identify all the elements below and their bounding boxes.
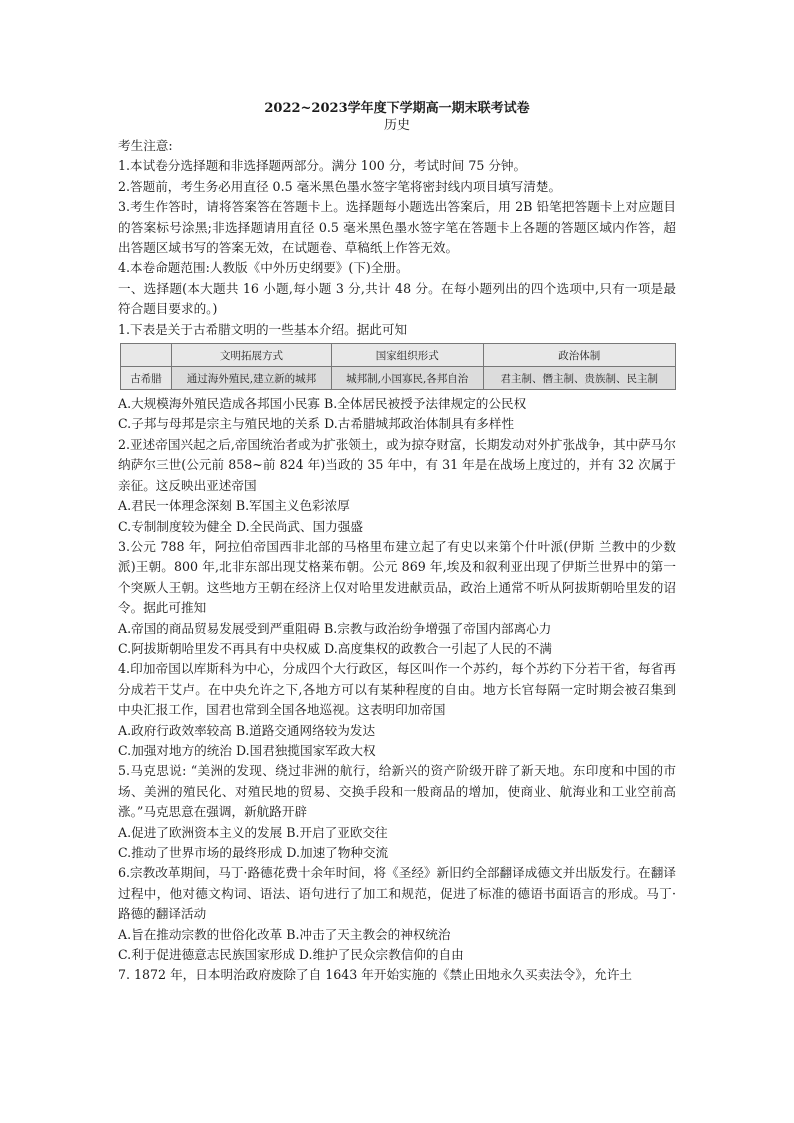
table-header-row xyxy=(121,344,676,367)
question-option: C.推动了世界市场的最终形成 D.加速了物种交流 xyxy=(118,845,389,860)
question-option: A.旨在推动宗教的世俗化改革 B.冲击了天主教会的神权统治 xyxy=(118,926,451,942)
question-stem: 4.印加帝国以库斯科为中心，分成四个大行政区，每区叫作一个苏约，每个苏约下分若干省，每省再分成若干艾卢。在中央允许之下,各地方可以有某种程度的自由。地方长官每隔一定时期会被召集到中央汇报工作，国君也常到全国各地巡视。这表明印加帝国 xyxy=(118,661,676,718)
table-cell: 古希腊 xyxy=(121,367,172,390)
table-header-cell xyxy=(121,344,172,367)
question-stem: 7. 1872 年，日本明治政府废除了自 1643 年开始实施的《禁止田地永久买卖法令》，允许土 xyxy=(118,967,633,983)
notice-item: 4.本卷命题范围:人教版《中外历史纲要》(下)全册。 xyxy=(118,260,409,276)
table-header-cell: 国家组织形式 xyxy=(331,344,483,367)
exam-subject: 历史 xyxy=(383,118,410,133)
table-header-cell: 政治体制 xyxy=(483,344,675,367)
question-option: A.大规模海外殖民造成各邦国小民寡 B.全体居民被授予法律规定的公民权 xyxy=(118,396,527,412)
question-stem: 2.亚述帝国兴起之后,帝国统治者或为扩张领土，或为掠夺财富，长期发动对外扩张战争，其中萨马尔纳萨尔三世(公元前 858~前 824 年)当政的 35 年中，有 31 年是在战场上度过的，并有 32 次属于亲征。这反映出亚述帝国 xyxy=(118,436,676,493)
notice-heading: 考生注意: xyxy=(118,138,173,153)
exam-title: 2022~2023学年度下学期高一期末联考试卷 xyxy=(264,101,530,116)
exam-page xyxy=(118,100,676,986)
question-option: A.促进了欧洲资本主义的发展 B.开启了亚欧交往 xyxy=(118,824,388,840)
table-cell: 城邦制,小国寡民,各邦自治 xyxy=(331,367,483,390)
question-option: A.政府行政效率较高 B.道路交通网络较为发达 xyxy=(118,722,376,738)
notice-item: 3.考生作答时，请将答案答在答题卡上。选择题每小题选出答案后，用 2B 铅笔把答题卡上对应题目的答案标号涂黑;非选择题请用直径 0.5 毫米黑色墨水签字笔在答题卡上各题的答题区域内作答，超出答题区域书写的答案无效，在试题卷、草稿纸上作答无效。 xyxy=(118,199,676,256)
question-option: C.专制制度较为健全 D.全民尚武、国力强盛 xyxy=(118,518,363,534)
question-stem: 6.宗教改革期间，马丁·路德花费十余年时间，将《圣经》新旧约全部翻译成德文并出版发行。在翻译过程中，他对德文构词、语法、语句进行了加工和规范，促进了标准的德语书面语言的形成。马丁·路德的翻译活动 xyxy=(118,865,676,922)
notice-item: 1.本试卷分选择题和非选择题两部分。满分 100 分，考试时间 75 分钟。 xyxy=(118,158,527,174)
greek-civilization-table xyxy=(120,343,676,390)
notice-item: 2.答题前，考生务必用直径 0.5 毫米黑色墨水签字笔将密封线内项目填写清楚。 xyxy=(118,178,562,194)
section-heading: 一、选择题(本大题共 16 小题,每小题 3 分,共计 48 分。在每小题列出的四个选项中,只有一项是最符合题目要求的。) xyxy=(118,280,676,317)
question-option: C.子邦与母邦是宗主与殖民地的关系 D.古希腊城邦政治体制具有多样性 xyxy=(118,416,515,432)
question-option: C.阿拔斯朝哈里发不再具有中央权威 D.高度集权的政教合一引起了人民的不满 xyxy=(118,640,552,656)
question-stem: 1.下表是关于古希腊文明的一些基本介绍。据此可知 xyxy=(118,321,408,337)
table-cell: 君主制、僭主制、贵族制、民主制 xyxy=(483,367,675,390)
question-option: A.帝国的商品贸易发展受到严重阻碍 B.宗教与政治纷争增强了帝国内部离心力 xyxy=(118,620,552,636)
table-cell: 通过海外殖民,建立新的城邦 xyxy=(172,367,332,390)
question-stem: 3.公元 788 年，阿拉伯帝国西非北部的马格里布建立起了有史以来第个什叶派(伊斯 兰教中的少数派)王朝。800 年,北非东部出现艾格莱布朝。公元 869 年,埃及和叙利亚出现了伊斯兰世界中的第一个突厥人王朝。这些地方王朝在经济上仅对哈里发进献贡品，政治上通常不听从阿拔斯朝哈里发的诏令。据此可推知 xyxy=(118,538,676,616)
table-row xyxy=(121,367,676,390)
question-option: A.君民一体理念深刻 B.军国主义色彩浓厚 xyxy=(118,498,350,514)
question-stem: 5.马克思说: “美洲的发现、绕过非洲的航行，给新兴的资产阶级开辟了新天地。东印度和中国的市场、美洲的殖民化、对殖民地的贸易、交换手段和一般商品的增加，使商业、航海业和工业空前高涨。”马克思意在强调，新航路开辟 xyxy=(118,763,676,820)
table-header-cell: 文明拓展方式 xyxy=(172,344,332,367)
question-option: C.加强对地方的统治 D.国君独揽国家军政大权 xyxy=(118,742,376,758)
question-option: C.利于促进德意志民族国家形成 D.维护了民众宗教信仰的自由 xyxy=(118,947,464,963)
